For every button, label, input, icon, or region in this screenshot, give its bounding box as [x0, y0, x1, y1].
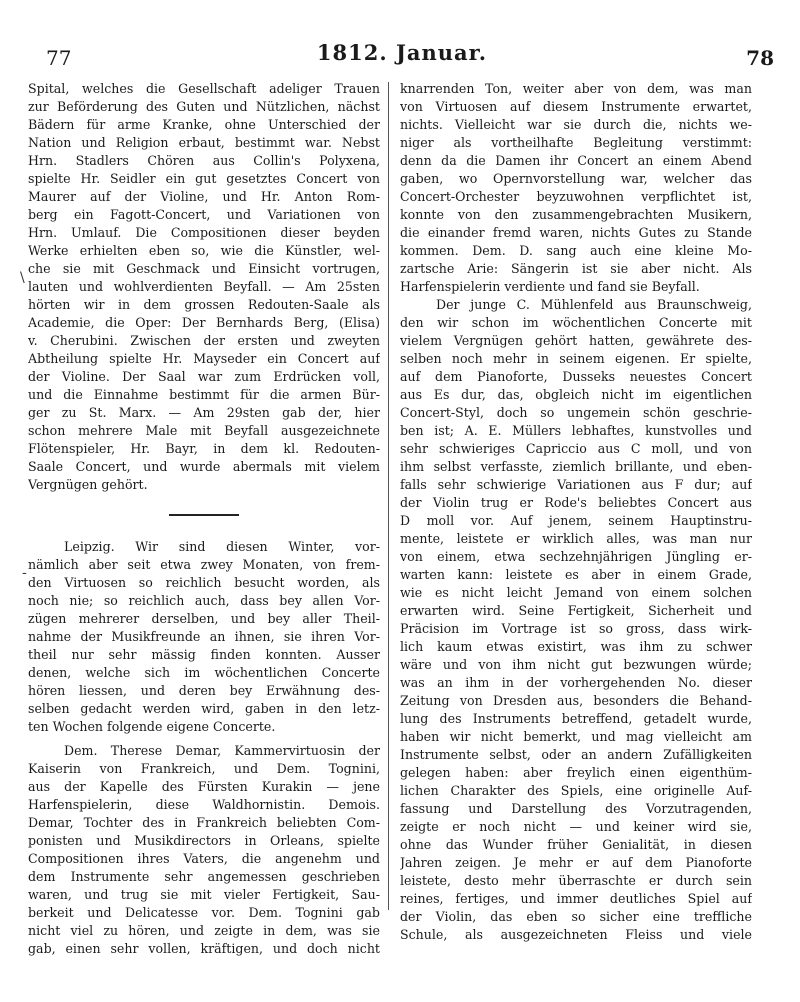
text-line: ohne das Wunder früher Genialität, in diesen	[400, 837, 752, 852]
text-line: wäre und von ihm nicht gut bezwungen würde;	[400, 657, 752, 672]
text-line: kommen. Dem. D. sang auch eine kleine Mo-	[400, 243, 752, 258]
text-line: waren, und trug sie mit vieler Fertigkeit, Sau-	[28, 887, 380, 902]
text-line: noch nie; so reichlich auch, dass bey allen Vor-	[28, 593, 380, 608]
text-line: Dem. Therese Demar, Kammervirtuosin der	[64, 743, 380, 758]
text-line: den Virtuosen so reichlich besucht worden, als	[28, 575, 380, 590]
text-line: nahme der Musikfreunde an ihnen, sie ihren Vor-	[28, 629, 380, 644]
text-line: D moll vor. Auf jenem, seinem Hauptinstru-	[400, 513, 752, 528]
text-line: hören liessen, und deren bey Erwähnung des-	[28, 683, 380, 698]
text-line: von einem, etwa sechzehnjährigen Jüngling er-	[400, 549, 752, 564]
text-line: lich kaum etwas existirt, was ihm zu schwer	[400, 639, 752, 654]
text-line: Concert-Styl, doch so ungemein schön geschrie-	[400, 405, 752, 420]
text-line: falls sehr schwierige Variationen aus F dur; auf	[400, 477, 752, 492]
text-line: lung des Instruments betreffend, getadelt wurde,	[400, 711, 752, 726]
text-line: berkeit und Delicatesse vor. Dem. Tognini gab	[28, 905, 380, 920]
text-line: vielem Vergnügen gehört hatten, gewährete des-	[400, 333, 752, 348]
text-line: selben gedacht werden wird, gaben in den letz-	[28, 701, 380, 716]
text-line: ihm selbst verfasste, ziemlich brillante, und eben-	[400, 459, 752, 474]
text-line: gaben, wo Opernvorstellung war, welcher das	[400, 171, 752, 186]
text-line: theil nur sehr mässig finden konnten. Ausser	[28, 647, 380, 662]
margin-mark: \	[20, 270, 25, 286]
text-line: Instrumente selbst, oder an andern Zufälligkeiten	[400, 747, 752, 762]
text-line: den wir schon im wöchentlichen Concerte mit	[400, 315, 752, 330]
text-line: der Violine. Der Saal war zum Erdrücken voll,	[28, 369, 380, 384]
text-line: mente, leistete er wirklich alles, was man nur	[400, 531, 752, 546]
text-line: gab, einen sehr vollen, kräftigen, und doch nicht	[28, 941, 380, 956]
text-line: nämlich aber seit etwa zwey Monaten, von frem-	[28, 557, 380, 572]
text-line: selben noch mehr in seinem eigenen. Er spielte,	[400, 351, 752, 366]
text-line: Bädern für arme Kranke, ohne Unterschied der	[28, 117, 380, 132]
text-line: lauten und wohlverdienten Beyfall. — Am 25sten	[28, 279, 380, 294]
left-column	[28, 80, 380, 958]
page-number-right: 78	[746, 46, 774, 70]
text-line: nichts. Vielleicht war sie durch die, nichts we-	[400, 117, 752, 132]
text-line: zeigte er noch nicht — und keiner wird sie,	[400, 819, 752, 834]
text-line: ten Wochen folgende eigene Concerte.	[28, 719, 276, 734]
text-line: nicht viel zu hören, und zeigte in dem, was sie	[28, 923, 380, 938]
text-line: Leipzig. Wir sind diesen Winter, vor-	[64, 539, 380, 554]
text-line: niger als vortheilhafte Begleitung verstimmt:	[400, 135, 752, 150]
text-line: denn da die Damen ihr Concert an einem Abend	[400, 153, 752, 168]
text-line: Hrn. Umlauf. Die Compositionen dieser beyden	[28, 225, 380, 240]
text-line: aus Es dur, das, obgleich nicht im eigentlichen	[400, 387, 752, 402]
text-line: v. Cherubini. Zwischen der ersten und zweyten	[28, 333, 380, 348]
text-line: Harfenspielerin verdiente und fand sie Beyfall.	[400, 279, 700, 294]
text-line: fassung und Darstellung des Vorzutragenden,	[400, 801, 752, 816]
text-line: schon mehrere Male mit Beyfall ausgezeichnete	[28, 423, 380, 438]
text-line: Academie, die Oper: Der Bernhards Berg, (Elisa)	[28, 315, 380, 330]
text-line: Kaiserin von Frankreich, und Dem. Tognini,	[28, 761, 380, 776]
page-header	[28, 40, 776, 74]
text-line: was an ihm in der vorhergehenden No. dieser	[400, 675, 752, 690]
text-line: Der junge C. Mühlenfeld aus Braunschweig,	[436, 297, 752, 312]
text-line: che sie mit Geschmack und Einsicht vortrugen,	[28, 261, 380, 276]
text-line: Compositionen ihres Vaters, die angenehm und	[28, 851, 380, 866]
text-line: Zeitung von Dresden aus, besonders die Behand-	[400, 693, 752, 708]
text-line: Demar, Tochter des in Frankreich beliebten Com-	[28, 815, 380, 830]
text-line: ponisten und Musikdirectors in Orleans, spielte	[28, 833, 380, 848]
text-line: konnte von den zusammengebrachten Musikern,	[400, 207, 752, 222]
margin-mark: -	[22, 565, 27, 581]
text-line: denen, welche sich im wöchentlichen Concerte	[28, 665, 380, 680]
text-line: Nation und Religion erbaut, bestimmt war. Nebst	[28, 135, 380, 150]
text-line: warten kann: leistete es aber in einem Grade,	[400, 567, 752, 582]
column-divider	[388, 82, 389, 910]
text-line: Jahren zeigen. Je mehr er auf dem Pianoforte	[400, 855, 752, 870]
text-line: der Violin, das eben so sicher eine treffliche	[400, 909, 752, 924]
text-line: Präcision im Vortrage ist so gross, dass wirk-	[400, 621, 752, 636]
text-line: haben wir nicht bemerkt, und mag vielleicht am	[400, 729, 752, 744]
text-line: berg ein Fagott-Concert, und Variationen von	[28, 207, 380, 222]
text-line: Werke erhielten eben so, wie die Künstler, wel-	[28, 243, 380, 258]
page-number-left: 77	[46, 46, 72, 70]
text-line: sehr schwieriges Capriccio aus C moll, und von	[400, 441, 752, 456]
text-line: ben ist; A. E. Müllers lebhaftes, kunstvolles und	[400, 423, 752, 438]
text-line: Vergnügen gehört.	[28, 477, 148, 492]
text-line: die einander fremd waren, nichts Gutes zu Stande	[400, 225, 752, 240]
text-line: der Violin trug er Rode's beliebtes Concert aus	[400, 495, 752, 510]
text-line: auf dem Pianoforte, Dusseks neuestes Concert	[400, 369, 752, 384]
right-column	[400, 80, 752, 944]
text-line: zur Beförderung des Guten und Nützlichen, nächst	[28, 99, 380, 114]
text-line: von Virtuosen auf diesem Instrumente erwartet,	[400, 99, 752, 114]
text-line: zügen mehrerer derselben, und bey aller Theil-	[28, 611, 380, 626]
text-line: ger zu St. Marx. — Am 29sten gab der, hier	[28, 405, 380, 420]
text-line: gelegen haben: aber freylich einen eigenthüm-	[400, 765, 752, 780]
text-line: Flötenspieler, Hr. Bayr, in dem kl. Redouten-	[28, 441, 380, 456]
text-line: erwarten wird. Seine Fertigkeit, Sicherheit und	[400, 603, 752, 618]
text-line: Concert-Orchester beyzuwohnen verpflichtet ist,	[400, 189, 752, 204]
text-line: Spital, welches die Gesellschaft adeliger Trauen	[28, 81, 380, 96]
text-line: und die Einnahme bestimmt für die armen Bür-	[28, 387, 380, 402]
text-line: dem Instrumente sehr angemessen geschrieben	[28, 869, 380, 884]
text-line: Schule, als ausgezeichneten Fleiss und viele	[400, 927, 752, 942]
text-line: spielte Hr. Seidler ein gut gesetztes Concert von	[28, 171, 380, 186]
text-line: zartsche Arie: Sängerin ist sie aber nicht. Als	[400, 261, 752, 276]
text-line: leistete, desto mehr überraschte er durch sein	[400, 873, 752, 888]
text-line: Harfenspielerin, diese Waldhornistin. Demois.	[28, 797, 380, 812]
text-line: aus der Kapelle des Fürsten Kurakin — jene	[28, 779, 380, 794]
text-line: Maurer auf der Violine, und Hr. Anton Rom-	[28, 189, 380, 204]
text-line: reines, fertiges, und immer deutliches Spiel auf	[400, 891, 752, 906]
text-line: lichen Charakter des Spiels, eine originelle Auf-	[400, 783, 752, 798]
text-line: Abtheilung spielte Hr. Mayseder ein Concert auf	[28, 351, 380, 366]
text-line: Hrn. Stadlers Chören aus Collin's Polyxena,	[28, 153, 380, 168]
text-line: hörten wir in dem grossen Redouten-Saale als	[28, 297, 380, 312]
text-line: Saale Concert, und wurde abermals mit vielem	[28, 459, 380, 474]
running-title: 1812. Januar.	[316, 40, 488, 65]
section-separator	[169, 514, 239, 516]
text-line: wie es nicht leicht Jemand von einem solchen	[400, 585, 752, 600]
text-line: knarrenden Ton, weiter aber von dem, was man	[400, 81, 752, 96]
